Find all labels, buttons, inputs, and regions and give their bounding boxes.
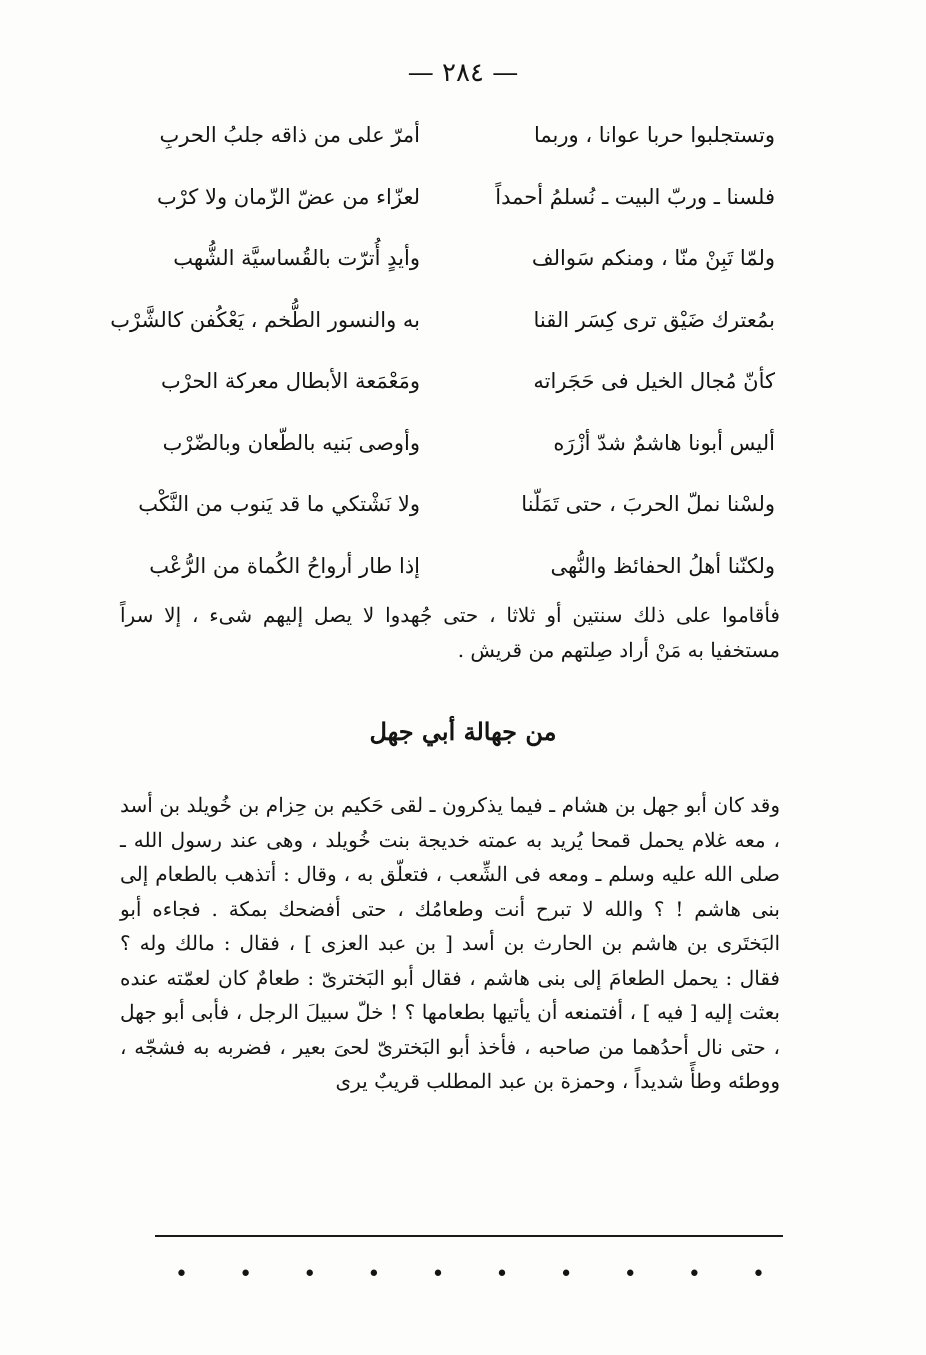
- verse-second-hemistich: أمرّ على من ذاقه جلبُ الحربِ: [159, 123, 420, 147]
- footer-dot: •: [239, 1262, 253, 1287]
- footer-dot: •: [687, 1262, 701, 1287]
- footer-dot: •: [751, 1262, 765, 1287]
- footer-dot: •: [495, 1262, 509, 1287]
- verse-first-hemistich: كأنّ مُجال الخيل فى حَجَراته: [533, 369, 775, 393]
- verse-second-hemistich: إذا طار أرواحُ الكُماة من الرُّعْب: [149, 553, 420, 578]
- paragraph-text: فأقاموا على ذلك سنتين أو ثلاثا ، حتى جُهدوا لا يصل إليهم شىء ، إلا سراً مستخفيا به مَنْ أراد صِلتهم من قريش .: [120, 603, 780, 662]
- verse: [110, 297, 775, 359]
- footer-dot: •: [175, 1262, 188, 1287]
- verse: [135, 174, 775, 236]
- verse-first-hemistich: فلسنا ـ وربّ البيت ـ نُسلمُ أحمداً: [495, 184, 775, 209]
- verse-first-hemistich: ولسْنا نملّ الحربَ ، حتى تَمَلّنا: [521, 492, 775, 516]
- verse-second-hemistich: ومَعْمَعة الأبطال معركة الحرْب: [161, 369, 420, 393]
- verse-second-hemistich: ولا نَشْتكي ما قد يَنوب من النَّكْب: [138, 492, 420, 516]
- footer-dot: •: [559, 1262, 573, 1287]
- footer-rule: [155, 1235, 783, 1237]
- page-number: — ٢٨٤ —: [407, 58, 519, 88]
- paragraph-text: وقد كان أبو جهل بن هشام ـ فيما يذكرون ـ لقى حَكيم بن حِزام بن خُويلد بن أسد ، معه غلام يحمل قمحا يُريد به عمته خديجة بنت خُويلد ، وهى عند رسول الله ـ صلى الله عليه وسلم ـ ومعه فى الشِّعب ، فتعلّق به ، وقال : أتذهب بالطعام إلى بنى هاشم ! ؟ والله لا تبرح أنت وطعامُك ، حتى أفضحك بمكة . فجاءه أبو البَختَرى بن هاشم بن الحارث بن أسد [ بن عبد العزى ] ، فقال : مالك وله ؟ فقال : يحمل الطعامَ إلى بنى هاشم ، فقال أبو البَخترىّ : طعامٌ كان لعمّته عنده بعثت إليه [ فيه ] ، أفتمنعه أن يأتيها بطعامها ؟ ! خلّ سبيلَ الرجل ، فأبى أبو جهل ، حتى نال أحدُهما من صاحبه ، فأخذ أبو البَخترىّ لحىَ بعير ، فضربه به فشجّه ، ووطئه وطأً شديداً ، وحمزة بن عبد المطلب قريبٌ يرى: [120, 793, 780, 1093]
- paragraph: [120, 598, 780, 668]
- footer-dot: •: [623, 1262, 637, 1287]
- verse-first-hemistich: ولمّا تَبِنْ منّا ، ومنكم سَوالف: [531, 246, 775, 270]
- verse: [135, 358, 775, 420]
- verse: [135, 481, 775, 543]
- paragraph: [120, 788, 780, 1099]
- verse-second-hemistich: به والنسور الطُّخم ، يَعْكُفن كالشَّرْب: [110, 307, 420, 332]
- verse-first-hemistich: وتستجلبوا حربا عوانا ، وربما: [534, 123, 775, 147]
- verse-second-hemistich: لعزّاء من عضّ الزّمان ولا كرْب: [156, 184, 420, 209]
- verse-first-hemistich: أليس أبونا هاشمٌ شدّ أزْرَه: [553, 430, 775, 455]
- footer-dot: •: [303, 1262, 317, 1287]
- verse: [135, 235, 775, 297]
- verse: [135, 543, 775, 605]
- footer-dot: •: [431, 1262, 445, 1287]
- footer-dot: •: [367, 1262, 381, 1287]
- poem: [110, 112, 775, 604]
- verse-first-hemistich: بمُعترك ضَيْق ترى كِسَر القنا: [533, 307, 775, 332]
- verse-second-hemistich: وأيدٍ أُترّت بالقُساسيَّة الشُّهب: [173, 246, 420, 270]
- section-heading: من جهالة أبي جهل: [369, 717, 557, 746]
- verse-first-hemistich: ولكنّنا أهلُ الحفائظ والنُّهى: [550, 553, 775, 578]
- verse: [135, 112, 775, 174]
- verse: [135, 420, 775, 482]
- verse-second-hemistich: وأوصى بَنيه بالطّعان وبالضّرْب: [162, 430, 420, 455]
- footer-dots: [175, 1262, 765, 1287]
